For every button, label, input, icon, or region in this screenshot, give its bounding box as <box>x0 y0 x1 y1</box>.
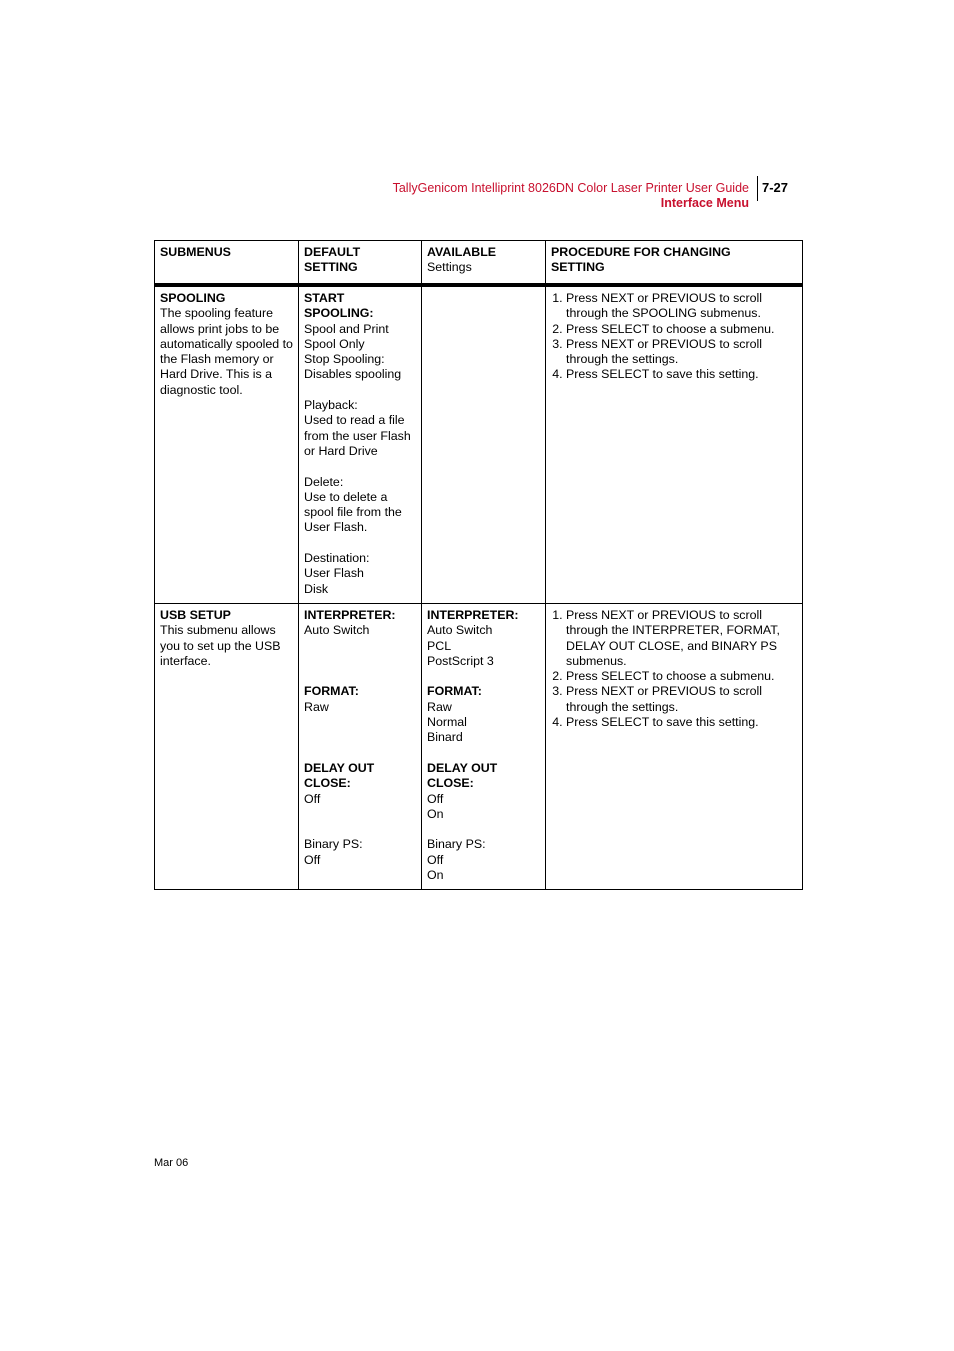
procedure-step: 1. Press NEXT or PREVIOUS to scroll through the INTERPRETER, FORMAT, DELAY OUT CLOSE, and BINARY PS submenus. <box>566 608 797 669</box>
column-header-procedure <box>546 241 803 286</box>
submenu-cell <box>155 285 299 603</box>
setting-heading: INTERPRETER: <box>427 607 519 622</box>
column-header-line: AVAILABLE <box>427 245 497 259</box>
setting-line: Auto Switch <box>304 623 370 638</box>
setting-heading: FORMAT: <box>427 684 482 699</box>
setting-line: Off <box>427 852 444 867</box>
setting-line: Destination: <box>304 551 370 566</box>
available-settings-cell <box>422 603 546 889</box>
setting-line: Off <box>304 791 321 806</box>
column-header-line: SETTING <box>551 260 605 275</box>
setting-heading: START <box>304 291 345 305</box>
procedure-step: 2. Press SELECT to choose a submenu. <box>566 669 797 684</box>
procedure-steps <box>551 291 797 383</box>
document-title: TallyGenicom Intelliprint 8026DN Color Laser Printer User Guide <box>392 181 749 195</box>
setting-line: Binary PS: <box>304 837 363 852</box>
procedure-step: 1. Press NEXT or PREVIOUS to scroll through the SPOOLING submenus. <box>566 291 797 322</box>
setting-line: Binard <box>427 730 463 745</box>
setting-line: On <box>427 806 444 821</box>
setting-line: Spool and Print <box>304 321 389 336</box>
setting-line: Raw <box>427 699 452 714</box>
setting-heading: INTERPRETER: <box>304 607 396 622</box>
setting-line: Off <box>427 791 444 806</box>
setting-line: Delete: <box>304 474 344 489</box>
setting-line: or Hard Drive <box>304 443 378 458</box>
default-setting-cell <box>299 603 422 889</box>
column-header-available <box>422 241 546 286</box>
procedure-step: 3. Press NEXT or PREVIOUS to scroll through the settings. <box>566 337 797 368</box>
procedure-step: 2. Press SELECT to choose a submenu. <box>566 322 797 337</box>
table-row-spooling <box>155 285 803 603</box>
setting-line: Use to delete a <box>304 489 388 504</box>
interface-menu-table <box>154 240 803 890</box>
column-header-default <box>299 241 422 286</box>
submenu-title: SPOOLING <box>160 291 226 305</box>
column-header-line: Settings <box>427 260 472 275</box>
setting-line: PostScript 3 <box>427 653 494 668</box>
setting-line: Normal <box>427 715 467 730</box>
setting-line: Binary PS: <box>427 837 486 852</box>
procedure-step: 4. Press SELECT to save this setting. <box>566 367 797 382</box>
column-header-line: PROCEDURE FOR CHANGING <box>551 245 731 259</box>
table-header-row <box>155 241 803 286</box>
setting-line: spool file from the <box>304 505 402 520</box>
setting-line: Disk <box>304 581 329 596</box>
column-header-line: DEFAULT <box>304 245 361 259</box>
setting-heading: FORMAT: <box>304 684 359 699</box>
setting-line: Spool Only <box>304 336 365 351</box>
setting-line: from the user Flash <box>304 428 411 443</box>
procedure-step: 4. Press SELECT to save this setting. <box>566 715 797 730</box>
submenu-description: This submenu allows you to set up the USB interface. <box>160 623 281 668</box>
available-settings-cell <box>422 285 546 603</box>
setting-line: Stop Spooling: <box>304 352 385 367</box>
page-number: 7-27 <box>762 180 789 195</box>
setting-line: Playback: <box>304 398 358 413</box>
setting-heading: CLOSE: <box>304 776 351 791</box>
setting-line: Used to read a file <box>304 413 405 428</box>
procedure-step: 3. Press NEXT or PREVIOUS to scroll through the settings. <box>566 684 797 715</box>
column-header-submenus <box>155 241 299 286</box>
setting-line: On <box>427 867 444 882</box>
setting-line: Raw <box>304 699 329 714</box>
default-setting-cell <box>299 285 422 603</box>
submenu-cell <box>155 603 299 889</box>
procedure-steps <box>551 608 797 730</box>
column-header-line: SUBMENUS <box>160 245 231 259</box>
procedure-cell <box>546 285 803 603</box>
setting-line: Off <box>304 852 321 867</box>
procedure-cell <box>546 603 803 889</box>
setting-heading: DELAY OUT <box>304 760 375 775</box>
setting-line: User Flash. <box>304 520 368 535</box>
section-title: Interface Menu <box>660 196 749 210</box>
column-header-line: SETTING <box>304 260 358 275</box>
header-divider <box>757 176 758 201</box>
setting-line: User Flash <box>304 566 364 581</box>
submenu-title: USB SETUP <box>160 607 231 622</box>
submenu-description: The spooling feature allows print jobs to be automatically spooled to the Flash memory or Hard Drive. This is a diagnostic tool. <box>160 306 293 397</box>
setting-heading: DELAY OUT <box>427 760 498 775</box>
setting-line: Auto Switch <box>427 623 493 638</box>
footer-date: Mar 06 <box>154 1157 189 1169</box>
setting-line: Disables spooling <box>304 367 402 382</box>
setting-heading: SPOOLING: <box>304 306 374 321</box>
setting-line: PCL <box>427 638 452 653</box>
setting-heading: CLOSE: <box>427 776 474 791</box>
table-row-usb-setup <box>155 603 803 889</box>
